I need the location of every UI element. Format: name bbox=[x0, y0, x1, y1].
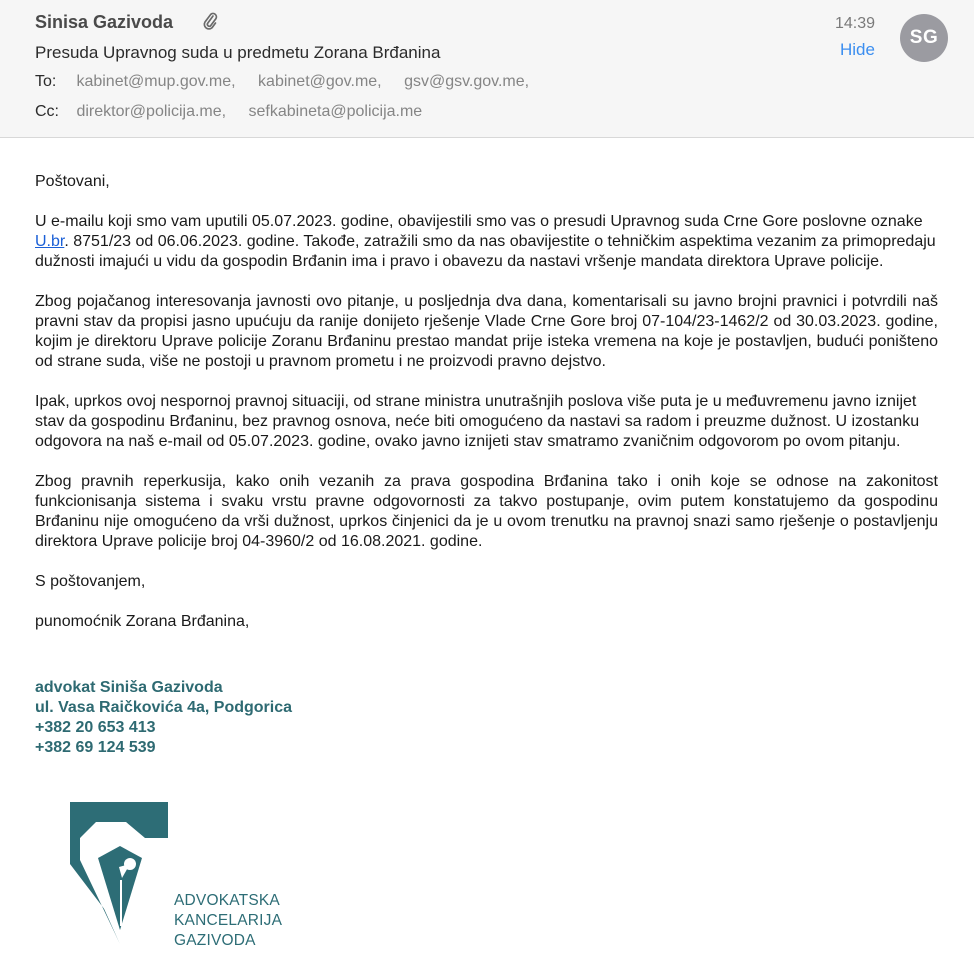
signature-address: ul. Vasa Raičkovića 4a, Podgorica bbox=[35, 699, 293, 716]
sender-role: punomoćnik Zorana Brđanina, bbox=[35, 613, 250, 630]
message-header bbox=[0, 0, 974, 138]
paragraph-3: Ipak, uprkos ovoj nespornoj pravnoj situaciji, od strane ministra unutrašnjih poslova više puta je u međuvremenu javno iznijet stav da gospodinu Brđaninu, bez pravnog osnova, neće biti omogućeno da nastavi sa radom i preuzme dužnost. U izostanku odgovora na naš e-mail od 05.07.2023. godine, ovako javno iznijeti stav smatramo zvaničnim odgovorom po ovom pitanju. bbox=[35, 393, 920, 450]
message-time: 14:39 bbox=[835, 15, 876, 32]
paragraph-1 bbox=[35, 212, 938, 272]
to-recipient[interactable]: gsv@gsv.gov.me, bbox=[404, 73, 530, 90]
to-row bbox=[35, 73, 547, 91]
pen-nib-g-logo-icon bbox=[68, 798, 172, 948]
cc-row bbox=[35, 103, 440, 121]
logo-text-line: KANCELARIJA bbox=[174, 912, 283, 929]
closing: S poštovanjem, bbox=[35, 573, 146, 590]
cc-recipient[interactable]: sefkabineta@policija.me bbox=[248, 103, 423, 120]
cc-label: Cc: bbox=[35, 103, 59, 120]
paperclip-icon[interactable] bbox=[202, 11, 218, 31]
message-subject: Presuda Upravnog suda u predmetu Zorana Brđanina bbox=[35, 43, 441, 62]
to-label: To: bbox=[35, 73, 57, 90]
to-recipient[interactable]: kabinet@mup.gov.me, bbox=[76, 73, 236, 90]
greeting: Poštovani, bbox=[35, 173, 110, 190]
firm-logo-text bbox=[174, 891, 282, 951]
sender-avatar[interactable]: SG bbox=[900, 14, 948, 62]
paragraph-1-text: . 8751/23 od 06.06.2023. godine. Takođe, zatražili smo da nas obavijestite o tehničkim aspektima vezanim za primopredaju dužnosti imajući u vidu da gospodin Brđanin ima i pravo i obavezu da nastavi vršenje mandata direktora Uprave policije. bbox=[35, 233, 936, 270]
to-recipient[interactable]: kabinet@gov.me, bbox=[258, 73, 382, 90]
hide-details-button[interactable]: Hide bbox=[840, 40, 875, 59]
paragraph-2: Zbog pojačanog interesovanja javnosti ovo pitanje, u posljednja dva dana, komentarisali su javno brojni pravnici i potvrdili naš pravni stav da propisi jasno upućuju da ranije donijeto rješenje Vlade Crne Gore broj 07-104/23-1462/2 od 30.03.2023. godine, kojim je direktoru Uprave policije Zoranu Brđaninu prestao mandat prije isteka vremena na koje je postavljen, budući poništeno od strane suda, više ne postoji u pravnom prometu i ne proizvodi pravno dejstvo. bbox=[35, 293, 938, 370]
logo-text-line: ADVOKATSKA bbox=[174, 892, 280, 909]
message-body bbox=[35, 172, 938, 652]
logo-text-line: GAZIVODA bbox=[174, 932, 256, 949]
sender-name[interactable]: Sinisa Gazivoda bbox=[35, 12, 174, 32]
signature-name: advokat Siniša Gazivoda bbox=[35, 679, 223, 696]
cc-recipient[interactable]: direktor@policija.me, bbox=[76, 103, 227, 120]
signature-phone[interactable]: +382 69 124 539 bbox=[35, 739, 156, 756]
paragraph-4: Zbog pravnih reperkusija, kako onih vezanih za prava gospodina Brđanina tako i onih koje se odnose na zakonitost funkcionisanja sistema i svaku vrstu pravne odgovornosti za takvo postupanje, ovim putem konstatujemo da gospodinu Brđaninu nije omogućeno da vrši dužnost, uprkos činjenici da je u ovom trenutku na pravnoj snazi samo rješenje o postavljenju direktora Uprave policije broj 04-3960/2 od 16.08.2021. godine. bbox=[35, 473, 938, 550]
ubr-link[interactable]: U.br bbox=[35, 233, 65, 250]
signature-phone[interactable]: +382 20 653 413 bbox=[35, 719, 156, 736]
paragraph-1-text: U e-mailu koji smo vam uputili 05.07.2023. godine, obavijestili smo vas o presudi Upravnog suda Crne Gore poslovne oznake bbox=[35, 213, 923, 230]
signature-block bbox=[35, 678, 292, 758]
